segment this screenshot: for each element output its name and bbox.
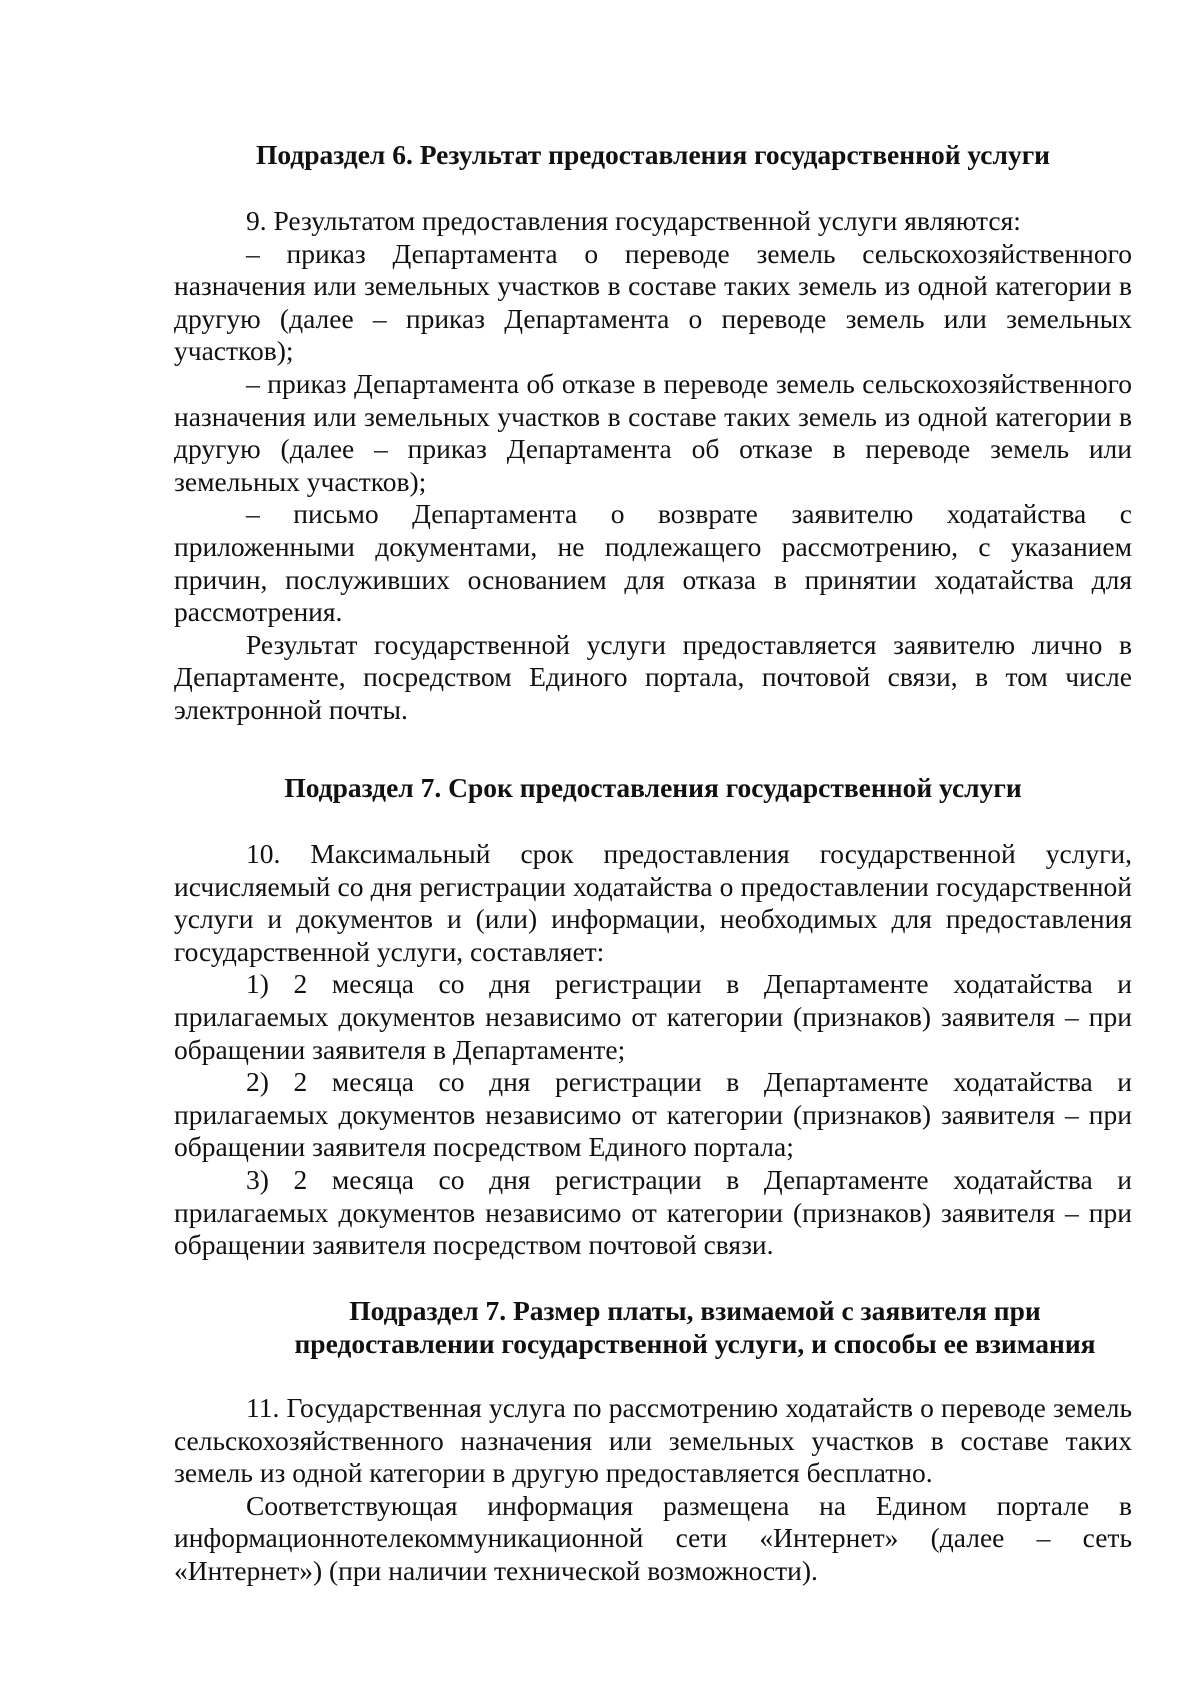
- section-body: [174, 838, 1132, 1262]
- section-heading: Подраздел 7. Срок предоставления государственной услуги: [284, 772, 1022, 803]
- list-item: 1) 2 месяца со дня регистрации в Департаменте ходатайства и прилагаемых документов независимо от категории (признаков) заявителя – при обращении заявителя в Департаменте;: [174, 968, 1132, 1065]
- section-body: [174, 205, 1132, 727]
- paragraph: Соответствующая информация размещена на Едином портале в информационнотелекоммуникационной сети «Интернет» (далее – сеть «Интернет») (при наличии технической возможности).: [174, 1489, 1132, 1586]
- section-heading-line: предоставлении государственной услуги, и способы ее взимания: [294, 1327, 1096, 1359]
- section-body: [174, 1392, 1132, 1588]
- list-item: 2) 2 месяца со дня регистрации в Департаменте ходатайства и прилагаемых документов независимо от категории (признаков) заявителя – при обращении заявителя посредством Единого портала;: [174, 1066, 1132, 1163]
- paragraph: Результат государственной услуги предоставляется заявителю лично в Департаменте, посредством Единого портала, почтовой связи, в том числе электронной почты.: [174, 628, 1132, 725]
- section-heading: Подраздел 6. Результат предоставления государственной услуги: [255, 139, 1051, 170]
- list-item: 3) 2 месяца со дня регистрации в Департаменте ходатайства и прилагаемых документов независимо от категории (признаков) заявителя – при обращении заявителя посредством почтовой связи.: [174, 1163, 1132, 1261]
- section-heading: [260, 1295, 1130, 1360]
- paragraph: 9. Результатом предоставления государственной услуги являются:: [246, 205, 1021, 236]
- list-item: – приказ Департамента об отказе в переводе земель сельскохозяйственного назначения или земельных участков в составе таких земель из одной категории в другую (далее – приказ Департамента об отказе в переводе земель или земельных участков);: [174, 367, 1132, 497]
- paragraph: 10. Максимальный срок предоставления государственной услуги, исчисляемый со дня регистрации ходатайства о предоставлении государственной услуги и документов и (или) информации, необходимых для предоставления государственной услуги, составляет:: [174, 838, 1132, 967]
- paragraph: 11. Государственная услуга по рассмотрению ходатайств о переводе земель сельскохозяйственного назначения или земельных участков в составе таких земель из одной категории в другую предоставляется бесплатно.: [174, 1392, 1132, 1489]
- list-item: – приказ Департамента о переводе земель сельскохозяйственного назначения или земельных участков в составе таких земель из одной категории в другую (далее – приказ Департамента о переводе земель или земельных участков);: [174, 237, 1132, 367]
- section-heading-line: Подраздел 7. Размер платы, взимаемой с заявителя при: [349, 1295, 1041, 1326]
- list-item: – письмо Департамента о возврате заявителю ходатайства с приложенными документами, не подлежащего рассмотрению, с указанием причин, послуживших основанием для отказа в принятии ходатайства для рассмотрения.: [174, 498, 1132, 628]
